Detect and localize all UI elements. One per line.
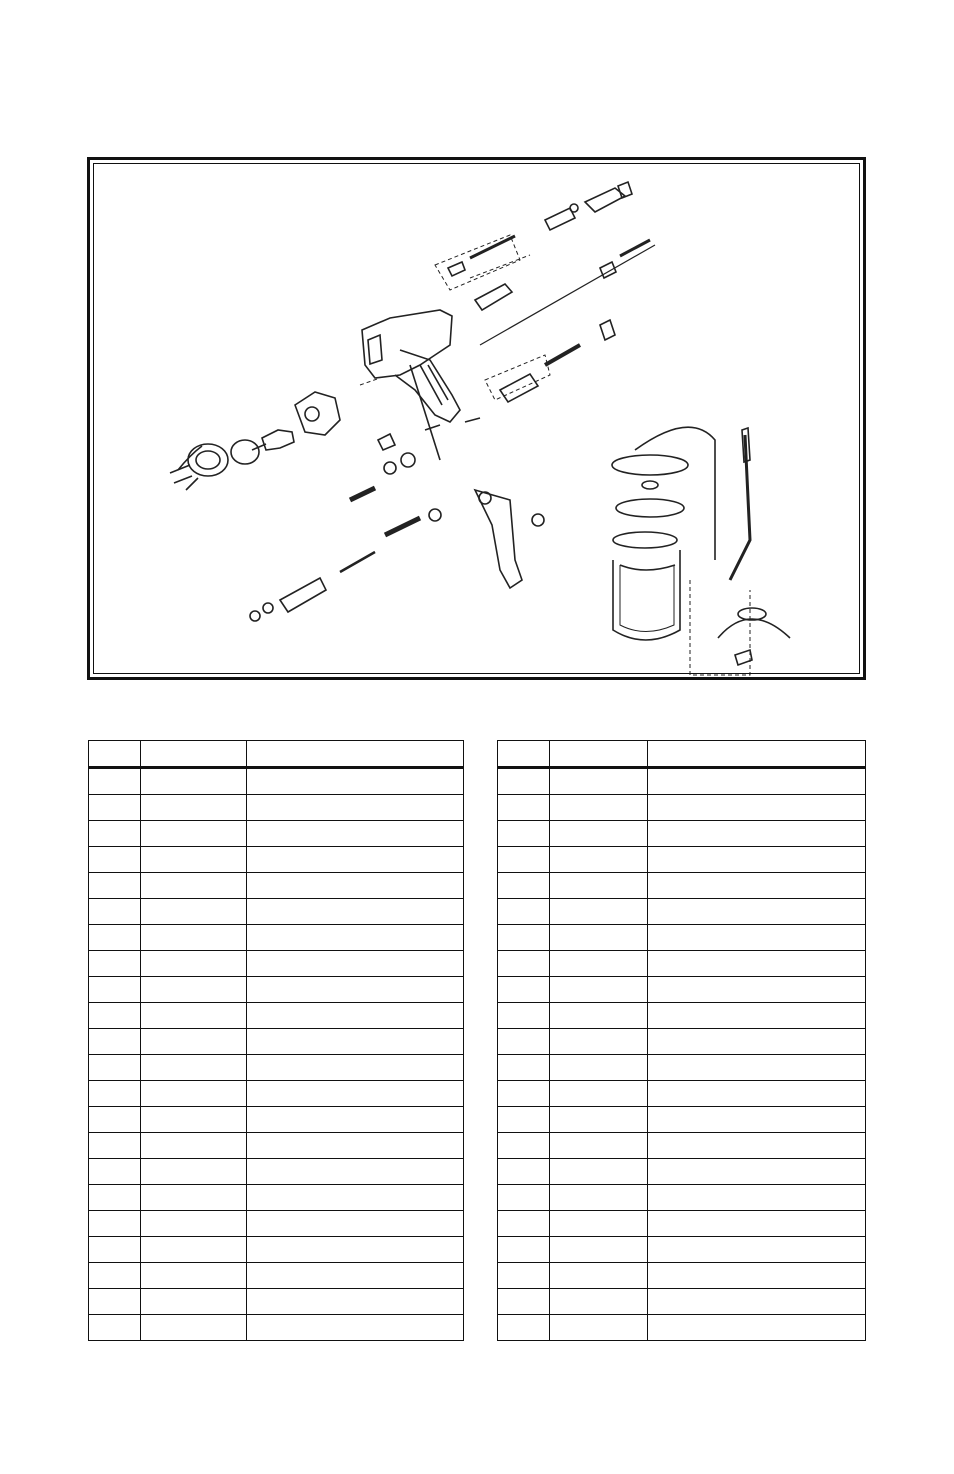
table-cell xyxy=(247,768,464,795)
table-cell xyxy=(247,1289,464,1315)
table-cell xyxy=(247,1055,464,1081)
table-row xyxy=(498,1315,866,1341)
table-cell xyxy=(498,847,550,873)
table-cell xyxy=(498,1003,550,1029)
trigger-part xyxy=(475,490,544,588)
table-row xyxy=(89,1107,464,1133)
table-cell xyxy=(550,1029,648,1055)
table-cell xyxy=(498,795,550,821)
table-cell xyxy=(247,977,464,1003)
table-cell xyxy=(247,1159,464,1185)
table-cell xyxy=(648,1211,866,1237)
table-cell xyxy=(89,977,141,1003)
table-cell xyxy=(550,1185,648,1211)
table-row xyxy=(89,1237,464,1263)
table-cell xyxy=(89,1315,141,1341)
table-row xyxy=(498,1003,866,1029)
table-cell xyxy=(247,1315,464,1341)
table-cell xyxy=(550,1159,648,1185)
table-cell xyxy=(498,1107,550,1133)
table-cell xyxy=(648,1107,866,1133)
table-cell xyxy=(498,1211,550,1237)
table-row xyxy=(498,1159,866,1185)
table-cell xyxy=(498,951,550,977)
table-cell xyxy=(141,925,247,951)
table-header-cell xyxy=(550,741,648,768)
table-row xyxy=(498,977,866,1003)
table-cell xyxy=(648,795,866,821)
table-row xyxy=(498,1263,866,1289)
table-header-row xyxy=(498,741,866,768)
table-cell xyxy=(648,899,866,925)
assembly-guide-lines xyxy=(360,235,750,675)
gun-body-part xyxy=(362,310,460,422)
table-cell xyxy=(141,821,247,847)
table-row xyxy=(89,1159,464,1185)
table-cell xyxy=(550,899,648,925)
table-cell xyxy=(247,1237,464,1263)
table-cell xyxy=(648,1185,866,1211)
table-cell xyxy=(247,1185,464,1211)
fluid-needle-part xyxy=(480,245,655,345)
table-cell xyxy=(89,1211,141,1237)
table-cell xyxy=(550,1003,648,1029)
table-header-cell xyxy=(141,741,247,768)
table-row xyxy=(89,1029,464,1055)
table-row xyxy=(89,1185,464,1211)
table-cell xyxy=(141,847,247,873)
table-row xyxy=(498,1289,866,1315)
table-cell xyxy=(498,1185,550,1211)
table-cell xyxy=(648,1029,866,1055)
table-cell xyxy=(550,1237,648,1263)
table-cell xyxy=(498,925,550,951)
table-row xyxy=(498,899,866,925)
table-cell xyxy=(89,1133,141,1159)
o-ring-part xyxy=(231,440,259,464)
table-cell xyxy=(89,847,141,873)
table-row xyxy=(498,925,866,951)
table-cell xyxy=(550,768,648,795)
table-cell xyxy=(648,1263,866,1289)
table-row xyxy=(89,925,464,951)
table-header-cell xyxy=(247,741,464,768)
table-cell xyxy=(141,1081,247,1107)
table-cell xyxy=(141,1289,247,1315)
table-row xyxy=(89,1211,464,1237)
table-cell xyxy=(648,1133,866,1159)
exploded-parts-diagram xyxy=(87,157,866,680)
table-row xyxy=(89,1003,464,1029)
table-row xyxy=(89,768,464,795)
table-cell xyxy=(141,899,247,925)
table-cell xyxy=(141,1237,247,1263)
table-cell xyxy=(550,925,648,951)
table-cell xyxy=(550,1289,648,1315)
table-cell xyxy=(648,1237,866,1263)
table-row xyxy=(498,1107,866,1133)
parts-table-left xyxy=(88,740,464,1341)
table-cell xyxy=(550,795,648,821)
table-cell xyxy=(141,1003,247,1029)
table-cell xyxy=(247,847,464,873)
table-row xyxy=(498,847,866,873)
table-cell xyxy=(550,1211,648,1237)
table-row xyxy=(498,951,866,977)
table-row xyxy=(89,899,464,925)
table-cell xyxy=(550,951,648,977)
table-row xyxy=(89,1133,464,1159)
table-cell xyxy=(89,1055,141,1081)
table-row xyxy=(89,795,464,821)
table-cell xyxy=(141,1185,247,1211)
table-cell xyxy=(89,1289,141,1315)
table-cell xyxy=(550,1133,648,1159)
table-cell xyxy=(247,1003,464,1029)
table-cell xyxy=(648,951,866,977)
table-row xyxy=(498,1081,866,1107)
table-row xyxy=(89,873,464,899)
table-cell xyxy=(498,873,550,899)
spray-gun-illustration xyxy=(90,160,863,677)
table-row xyxy=(498,1211,866,1237)
table-cell xyxy=(89,1029,141,1055)
table-cell xyxy=(550,847,648,873)
table-cell xyxy=(247,951,464,977)
paint-cup-part xyxy=(612,427,715,640)
table-row xyxy=(498,1185,866,1211)
table-cell xyxy=(648,977,866,1003)
table-cell xyxy=(498,821,550,847)
table-cell xyxy=(550,1081,648,1107)
table-row xyxy=(89,1263,464,1289)
table-cell xyxy=(141,768,247,795)
table-cell xyxy=(89,1237,141,1263)
valve-parts-upper xyxy=(448,182,650,402)
table-cell xyxy=(550,1107,648,1133)
table-cell xyxy=(648,768,866,795)
table-row xyxy=(498,1237,866,1263)
table-cell xyxy=(550,1315,648,1341)
table-cell xyxy=(247,899,464,925)
table-cell xyxy=(648,1289,866,1315)
table-row xyxy=(89,1289,464,1315)
table-cell xyxy=(89,873,141,899)
table-cell xyxy=(498,1055,550,1081)
table-cell xyxy=(89,1081,141,1107)
table-cell xyxy=(89,1003,141,1029)
valve-parts-lower xyxy=(250,365,480,621)
table-cell xyxy=(498,1289,550,1315)
table-cell xyxy=(648,1003,866,1029)
table-cell xyxy=(89,899,141,925)
table-cell xyxy=(498,768,550,795)
table-cell xyxy=(648,1055,866,1081)
table-cell xyxy=(141,1055,247,1081)
table-cell xyxy=(247,1107,464,1133)
table-cell xyxy=(89,1159,141,1185)
table-cell xyxy=(648,1081,866,1107)
table-cell xyxy=(141,1159,247,1185)
table-row xyxy=(498,1055,866,1081)
table-row xyxy=(89,847,464,873)
table-cell xyxy=(247,1133,464,1159)
table-cell xyxy=(498,1315,550,1341)
table-cell xyxy=(141,1133,247,1159)
table-cell xyxy=(89,925,141,951)
parts-table-right xyxy=(497,740,866,1341)
table-cell xyxy=(498,899,550,925)
table-cell xyxy=(498,1081,550,1107)
table-cell xyxy=(141,873,247,899)
table-row xyxy=(498,821,866,847)
table-cell xyxy=(648,821,866,847)
table-cell xyxy=(498,1237,550,1263)
table-cell xyxy=(89,1185,141,1211)
table-row xyxy=(89,821,464,847)
table-row xyxy=(89,951,464,977)
table-cell xyxy=(648,873,866,899)
table-cell xyxy=(89,1107,141,1133)
table-header-cell xyxy=(89,741,141,768)
table-cell xyxy=(550,1055,648,1081)
table-cell xyxy=(89,795,141,821)
table-row xyxy=(498,768,866,795)
table-cell xyxy=(141,951,247,977)
table-row xyxy=(89,977,464,1003)
table-row xyxy=(89,1315,464,1341)
table-header-cell xyxy=(648,741,866,768)
table-row xyxy=(498,795,866,821)
table-cell xyxy=(498,1133,550,1159)
table-cell xyxy=(648,1315,866,1341)
table-row xyxy=(498,1029,866,1055)
table-cell xyxy=(648,1159,866,1185)
siphon-tube-part xyxy=(718,428,790,665)
table-cell xyxy=(498,977,550,1003)
air-cap-part xyxy=(170,444,228,490)
table-cell xyxy=(550,821,648,847)
table-cell xyxy=(141,1211,247,1237)
table-cell xyxy=(550,1263,648,1289)
table-cell xyxy=(141,1263,247,1289)
table-cell xyxy=(89,768,141,795)
table-cell xyxy=(247,1029,464,1055)
table-cell xyxy=(247,1081,464,1107)
table-row xyxy=(89,1081,464,1107)
table-cell xyxy=(648,847,866,873)
table-cell xyxy=(89,821,141,847)
table-cell xyxy=(141,1107,247,1133)
table-row xyxy=(498,873,866,899)
table-cell xyxy=(247,1211,464,1237)
table-cell xyxy=(247,795,464,821)
table-cell xyxy=(498,1029,550,1055)
table-cell xyxy=(141,1029,247,1055)
table-cell xyxy=(247,1263,464,1289)
table-cell xyxy=(141,795,247,821)
nozzle-part xyxy=(252,430,294,450)
gun-head-part xyxy=(295,392,340,435)
table-cell xyxy=(247,925,464,951)
table-row xyxy=(89,1055,464,1081)
table-cell xyxy=(498,1159,550,1185)
table-cell xyxy=(89,951,141,977)
table-cell xyxy=(141,1315,247,1341)
table-header-cell xyxy=(498,741,550,768)
table-cell xyxy=(89,1263,141,1289)
table-cell xyxy=(550,873,648,899)
table-row xyxy=(498,1133,866,1159)
table-header-row xyxy=(89,741,464,768)
table-cell xyxy=(498,1263,550,1289)
table-cell xyxy=(648,925,866,951)
table-cell xyxy=(550,977,648,1003)
table-cell xyxy=(247,873,464,899)
table-cell xyxy=(247,821,464,847)
table-cell xyxy=(141,977,247,1003)
